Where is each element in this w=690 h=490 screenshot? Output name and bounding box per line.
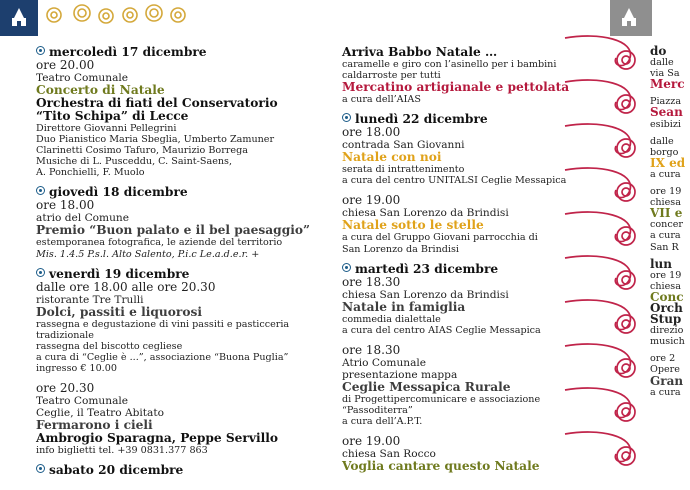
event-title: Arriva Babbo Natale … — [342, 45, 498, 59]
cropped-line: San R — [650, 241, 679, 253]
corner-tab-left — [0, 0, 38, 36]
event-title: Natale sotto le stelle — [342, 218, 484, 233]
event-22-dec-evening — [342, 194, 598, 254]
event-detail: caramelle e giro con l’asinello per i bambini — [342, 59, 557, 70]
cropped-line: borgo — [650, 146, 679, 158]
cropped-text-lines — [650, 46, 690, 398]
event-title: Natale in famiglia — [342, 299, 466, 314]
event-detail: a cura dell’A.P.T. — [342, 416, 423, 428]
trullo-icon — [9, 6, 29, 30]
event-location: chiesa San Lorenzo da Brindisi — [342, 288, 509, 301]
cropped-line: Merc — [650, 77, 685, 92]
event-subtitle: Orchestra di fiati del Conservatorio — [36, 96, 278, 110]
event-time: ore 18.30 — [342, 342, 401, 357]
cropped-line: Sean — [650, 105, 683, 120]
cropped-line: via Sa — [650, 68, 680, 80]
event-title: Premio “Buon palato e il bel paesaggio” — [36, 223, 310, 238]
events-column-right-cropped — [650, 46, 690, 398]
cropped-line: IX ed — [650, 155, 686, 170]
event-detail: a cura del centro AIAS Ceglie Messapica — [342, 324, 541, 336]
event-detail: A. Ponchielli, F. Muolo — [36, 167, 145, 179]
event-time: dalle ore 18.00 alle ore 20.30 — [36, 279, 216, 294]
event-detail: a cura del centro UNITALSI Ceglie Messapica — [342, 175, 567, 187]
event-subtitle: Ambrogio Sparagna, Peppe Servillo — [36, 431, 278, 446]
event-detail: di Progettipercomunicare e associazione “Passoditerra” — [342, 393, 541, 416]
bullet-icon — [36, 268, 45, 277]
event-location: presentazione mappa — [342, 368, 458, 381]
event-detail: info biglietti tel. +39 0831.377 863 — [36, 445, 208, 457]
event-22-dec — [342, 113, 598, 186]
event-19-dec-evening — [36, 382, 316, 456]
bullet-icon — [36, 186, 45, 195]
event-title: Mercatino artigianale e pettolata — [342, 80, 570, 95]
cropped-line: chiesa — [650, 280, 681, 292]
event-detail: rassegna del biscotto cegliese — [36, 340, 183, 352]
event-credit: a cura dell’AIAS — [342, 94, 421, 106]
cropped-line: Gran — [650, 373, 684, 388]
cropped-line: do — [650, 44, 667, 58]
cropped-line: ore 2 — [650, 353, 676, 365]
event-time: ore 19.00 — [342, 434, 401, 449]
cropped-line: Orch — [650, 300, 683, 315]
trullo-icon — [619, 6, 639, 30]
cropped-line: Stup — [650, 312, 682, 327]
cropped-line: Conc — [650, 289, 684, 304]
cropped-line: Opere — [650, 364, 680, 376]
cropped-line: Piazza — [650, 96, 682, 108]
cropped-line: a cura — [650, 386, 681, 398]
event-detail: Direttore Giovanni Pellegrini — [36, 123, 177, 134]
event-detail: Clarinetti Cosimo Tafuro, Maurizio Borrega — [36, 145, 248, 157]
cropped-line: chiesa — [650, 197, 681, 209]
event-location: contrada San Giovanni — [342, 139, 465, 152]
event-time: ore 20.00 — [36, 58, 95, 72]
event-location: chiesa San Lorenzo da Brindisi — [342, 207, 509, 220]
event-title: Concerto di Natale — [36, 83, 165, 97]
cropped-line: VII e — [650, 206, 683, 221]
events-column-middle — [342, 46, 598, 481]
cropped-line: ore 19 — [650, 269, 682, 281]
event-23-dec — [342, 263, 598, 336]
event-location: Teatro Comunale — [36, 395, 129, 408]
event-time: ore 18.00 — [342, 125, 401, 140]
cropped-line: lun — [650, 256, 673, 271]
event-date: lunedì 22 dicembre — [342, 113, 598, 126]
event-babbo-natale — [342, 46, 598, 105]
event-time: ore 19.00 — [342, 193, 401, 208]
cropped-line: ore 19 — [650, 186, 682, 198]
event-detail: a cura del Gruppo Giovani parrocchia di — [342, 232, 538, 244]
bullet-icon — [36, 46, 45, 55]
cropped-line: esibizi — [650, 118, 682, 130]
cropped-line: direzio — [650, 325, 684, 337]
event-title: Natale con noi — [342, 150, 442, 165]
event-location: Atrio Comunale — [342, 356, 427, 369]
event-time: ore 18.30 — [342, 274, 401, 289]
event-23-dec-map — [342, 344, 598, 427]
event-date: sabato 20 dicembre — [36, 464, 316, 477]
bullet-icon — [36, 464, 45, 473]
event-19-dec — [36, 268, 316, 374]
event-17-dec — [36, 46, 316, 178]
event-note: Mis. 1.4.5 P.s.l. Alto Salento, P.i.c Le.a.d.e.r. + — [36, 248, 260, 260]
event-detail: commedia dialettale — [342, 313, 441, 325]
event-detail: Duo Pianistico Maria Sbeglia, Umberto Zamuner — [36, 134, 275, 146]
bullet-icon — [342, 263, 351, 272]
event-detail: a cura di “Ceglie è ...”, associazione “Buona Puglia” — [36, 351, 289, 363]
event-title: Ceglie Messapica Rurale — [342, 379, 511, 394]
event-location: atrio del Comune — [36, 212, 130, 225]
event-detail: ingresso € 10.00 — [36, 363, 117, 375]
event-location: chiesa San Rocco — [342, 448, 436, 461]
event-detail: San Lorenzo da Brindisi — [342, 243, 459, 255]
event-detail: serata di intrattenimento — [342, 164, 465, 176]
cropped-line: concer — [650, 219, 683, 231]
event-detail: caldarroste per tutti — [342, 70, 441, 82]
cropped-line: a cura — [650, 168, 681, 180]
bullet-icon — [342, 113, 351, 122]
event-title: Voglia cantare questo Natale — [342, 459, 540, 474]
event-subtitle: “Tito Schipa” di Lecce — [36, 109, 189, 123]
event-title: Fermarono i cieli — [36, 418, 153, 433]
event-location: Teatro Comunale — [36, 72, 129, 84]
event-20-dec — [36, 464, 316, 477]
event-date: giovedì 18 dicembre — [36, 186, 316, 199]
events-column-left — [36, 46, 316, 485]
event-date: venerdì 19 dicembre — [36, 268, 316, 281]
cropped-line: dalle — [650, 135, 674, 147]
cropped-line: dalle — [650, 57, 674, 69]
event-detail: Musiche di L. Pusceddu, C. Saint-Saens, — [36, 156, 233, 168]
event-title: Dolci, passiti e liquorosi — [36, 304, 202, 319]
event-detail: estemporanea fotografica, le aziende del territorio — [36, 237, 283, 249]
decorative-swirls — [44, 3, 204, 27]
cropped-line: musich — [650, 336, 685, 348]
event-time: ore 18.00 — [36, 198, 95, 213]
cropped-line: a cura — [650, 230, 681, 242]
event-18-dec — [36, 186, 316, 259]
event-time: ore 20.30 — [36, 381, 95, 396]
event-23-dec-evening — [342, 435, 598, 473]
event-location: Ceglie, il Teatro Abitato — [36, 407, 165, 420]
event-location: ristorante Tre Trulli — [36, 293, 144, 306]
event-date: martedì 23 dicembre — [342, 263, 598, 276]
event-date: mercoledì 17 dicembre — [36, 46, 316, 59]
event-detail: rassegna e degustazione di vini passiti e pasticceria tradizionale — [36, 318, 290, 341]
